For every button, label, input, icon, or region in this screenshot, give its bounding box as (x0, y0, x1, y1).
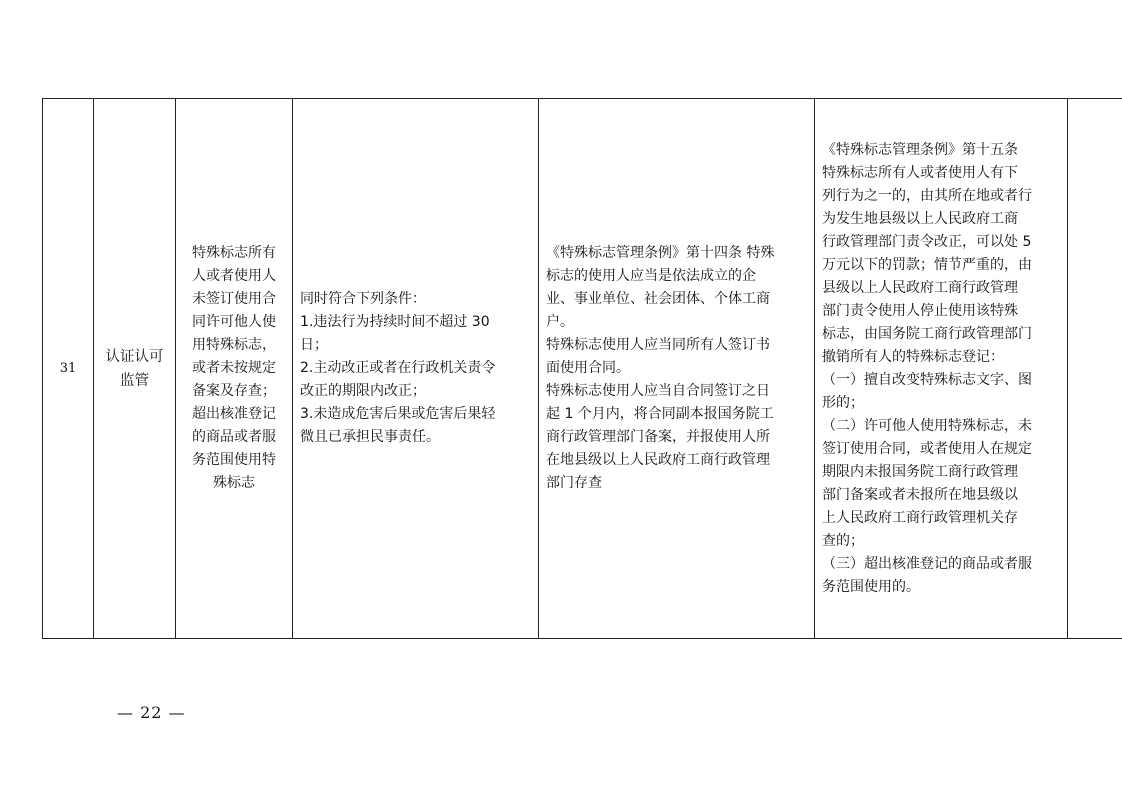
page-number: — 22 — (117, 703, 186, 722)
category-cell: 认证认可 监管 (94, 99, 176, 639)
regulation-table (42, 98, 1122, 639)
penalty-basis-cell: 《特殊标志管理条例》第十五条 特殊标志所有人或者使用人有下 列行为之一的，由其所在地或者行 为发生地县级以上人民政府工商 行政管理部门责令改正，可以处 5 万元以下的罚款；情节严重的，由 县级以上人民政府工商行政管理 部门责令使用人停止使用该特殊 标志，由国务院工商行政管理部门 撤销所有人的特殊标志登记： （一）擅自改变特殊标志文字、图 形的； （二）许可他人使用特殊标志，未 签订使用合同，或者使用人在规定 期限内未报国务院工商行政管理 部门备案或者未报所在地县级以 上人民政府工商行政管理机关存 查的； （三）超出核准登记的商品或者服 务范围使用的。 (815, 99, 1068, 639)
legal-basis-cell: 《特殊标志管理条例》第十四条 特殊 标志的使用人应当是依法成立的企 业、事业单位、社会团体、个体工商 户。 特殊标志使用人应当同所有人签订书 面使用合同。 特殊标志使用人应当自合同签订之日 起 1 个月内，将合同副本报国务院工 商行政管理部门备案，并报使用人所 在地县级以上人民政府工商行政管理 部门存查 (539, 99, 815, 639)
violation-behavior-cell: 特殊标志所有 人或者使用人 未签订使用合 同许可他人使 用特殊标志， 或者未按规定 备案及存查； 超出核准登记 的商品或者服 务范围使用特 殊标志 (176, 99, 293, 639)
row-number-cell: 31 (43, 99, 94, 639)
table-row (43, 99, 1122, 639)
exemption-conditions-cell: 同时符合下列条件： 1.违法行为持续时间不超过 30 日； 2.主动改正或者在行政机关责令 改正的期限内改正； 3.未造成危害后果或危害后果轻 微且已承担民事责任。 (293, 99, 539, 639)
remark-cell (1068, 99, 1122, 639)
